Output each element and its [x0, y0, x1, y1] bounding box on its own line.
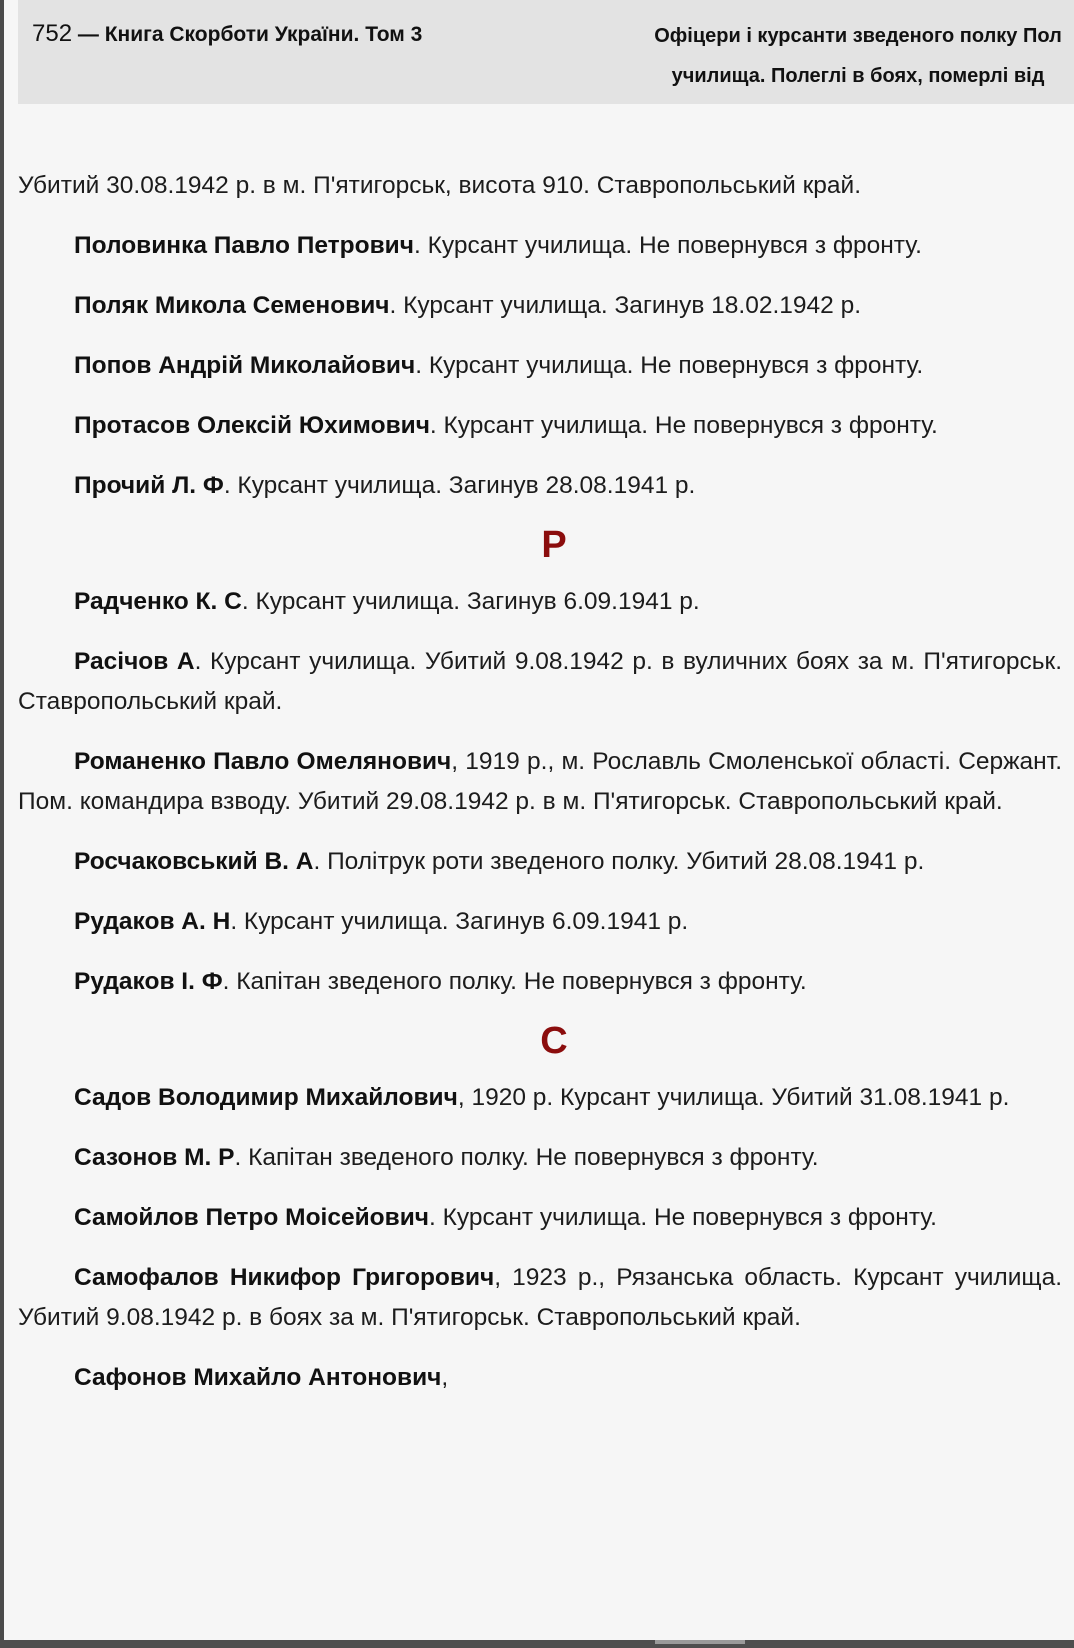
- entry-name: Прочий Л. Ф: [74, 472, 224, 499]
- entry-text: , 1919 р., м. Рославль Смоленської області. Сержант. Пом. командира взводу. Убитий 29.08.1942 р. в м. П'ятигорськ. Ставропольський край.: [18, 748, 1062, 815]
- entry-text: . Капітан зведеного полку. Не повернувся з фронту.: [234, 1144, 819, 1171]
- entry: [18, 642, 1062, 722]
- header-left: [32, 20, 422, 48]
- entry-text: . Курсант училища. Убитий 9.08.1942 р. в вуличних боях за м. П'ятигорськ. Ставропольський край.: [18, 648, 1063, 715]
- entry-text: . Курсант училища. Не повернувся з фронту.: [415, 352, 924, 379]
- entry-text: . Курсант училища. Загинув 28.08.1941 р.: [223, 472, 696, 499]
- entry-text: . Курсант училища. Загинув 6.09.1941 р.: [230, 908, 689, 935]
- entry-name: Садов Володимир Михайлович: [74, 1084, 458, 1111]
- section-title: [598, 16, 1074, 96]
- section-letter-s: С: [540, 1020, 568, 1062]
- page-content: [18, 166, 1062, 1418]
- intro-paragraph: Убитий 30.08.1942 р. в м. П'ятигорськ, висота 910. Ставропольський край.: [18, 172, 862, 199]
- entry: [18, 842, 1062, 882]
- entry: [18, 1258, 1062, 1338]
- entry-text: . Курсант училища. Не повернувся з фронту.: [429, 412, 938, 439]
- entry-text: . Капітан зведеного полку. Не повернувся з фронту.: [222, 968, 807, 995]
- entry-name: Рудаков І. Ф: [74, 968, 223, 995]
- entry-name: Расічов А: [74, 648, 195, 675]
- entry-name: Протасов Олексій Юхимович: [74, 412, 430, 439]
- entry-name: Половинка Павло Петрович: [74, 232, 414, 259]
- entry: [18, 902, 1062, 942]
- entry: [18, 1358, 1062, 1398]
- entry: [18, 406, 1062, 446]
- section-title-line-2: училища. Полеглі в боях, померлі від: [671, 65, 1045, 87]
- entry: [18, 466, 1062, 506]
- entry-text: , 1920 р. Курсант училища. Убитий 31.08.1941 р.: [457, 1084, 1010, 1111]
- entry-name: Росчаковський В. А: [74, 848, 314, 875]
- entry: [18, 1078, 1062, 1118]
- entry-text: . Курсант училища. Не повернувся з фронту.: [413, 232, 922, 259]
- entry-text: , 1923 р., Рязанська область. Курсант училища. Убитий 9.08.1942 р. в боях за м. П'ятигорськ. Ставропольський край.: [18, 1264, 1063, 1331]
- entry: [18, 226, 1062, 266]
- section-letter-r: Р: [541, 524, 567, 566]
- entry: [18, 1138, 1062, 1178]
- entry-name: Самофалов Никифор Григорович: [74, 1264, 495, 1291]
- entry-name: Радченко К. С: [74, 588, 242, 615]
- entry: [18, 742, 1062, 822]
- entry-text: . Курсант училища. Загинув 18.02.1942 р.: [389, 292, 862, 319]
- entry-name: Самойлов Петро Моісейович: [74, 1204, 429, 1231]
- section-title-line-1: Офіцери і курсанти зведеного полку Пол: [654, 25, 1062, 47]
- document-page: [4, 0, 1074, 1640]
- entry-text: . Курсант училища. Загинув 6.09.1941 р.: [241, 588, 700, 615]
- entry-name: Сафонов Михайло Антонович: [74, 1364, 442, 1391]
- entry: [18, 582, 1062, 622]
- entry-name: Поляк Микола Семенович: [74, 292, 390, 319]
- entry-name: Романенко Павло Омелянович: [74, 748, 452, 775]
- entry: [18, 962, 1062, 1002]
- page-scrollbar[interactable]: [0, 1640, 1074, 1648]
- scrollbar-thumb[interactable]: [655, 1640, 745, 1644]
- entry: [18, 286, 1062, 326]
- page-header: [18, 0, 1074, 104]
- entry-name: Попов Андрій Миколайович: [74, 352, 416, 379]
- entry-name: Рудаков А. Н: [74, 908, 231, 935]
- entry: [18, 1198, 1062, 1238]
- page-number: 752: [32, 20, 73, 47]
- entry-text: ,: [441, 1364, 449, 1391]
- entry-name: Сазонов М. Р: [74, 1144, 235, 1171]
- entry: [18, 346, 1062, 386]
- entry-text: . Політрук роти зведеного полку. Убитий 28.08.1941 р.: [313, 848, 925, 875]
- book-title: — Книга Скорботи України. Том 3: [72, 23, 423, 46]
- entry-text: . Курсант училища. Не повернувся з фронту.: [428, 1204, 937, 1231]
